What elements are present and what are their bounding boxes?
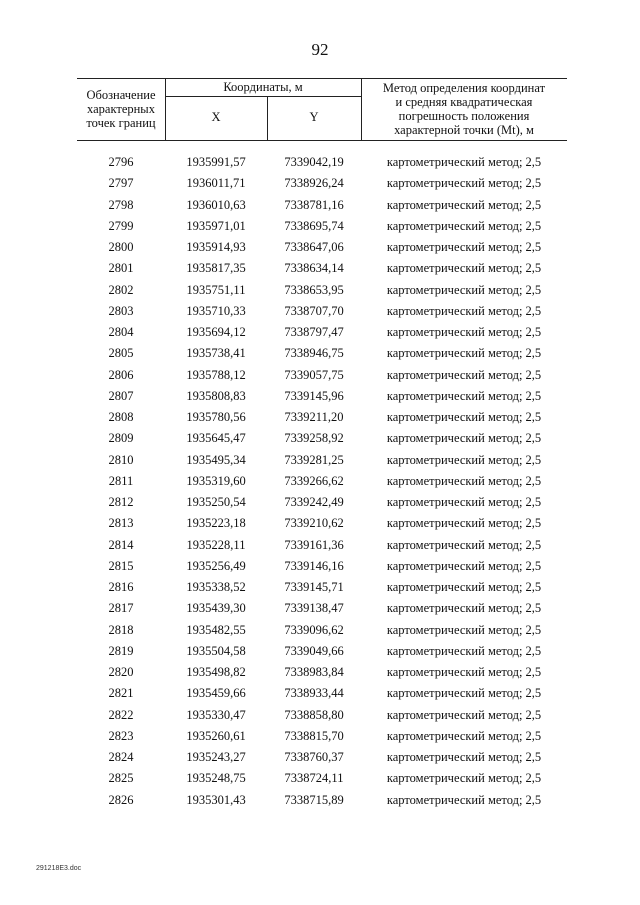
table-row bbox=[77, 450, 567, 471]
point-id: 2796 bbox=[108, 155, 134, 169]
table-row bbox=[77, 641, 567, 662]
method-cell: картометрический метод; 2,5 bbox=[386, 303, 542, 318]
point-id: 2813 bbox=[108, 516, 134, 531]
coord-x: 1935694,12 bbox=[186, 325, 246, 339]
point-id: 2797 bbox=[108, 176, 134, 191]
coord-x: 1935751,11 bbox=[186, 282, 246, 297]
point-id: 2820 bbox=[108, 665, 134, 679]
method-cell: картометрический метод; 2,5 bbox=[386, 218, 542, 233]
table-row bbox=[77, 322, 567, 343]
method-cell: картометрический метод; 2,5 bbox=[386, 197, 542, 212]
page-number: 92 bbox=[311, 40, 329, 59]
table-row bbox=[77, 577, 567, 598]
header-top-rule bbox=[77, 78, 567, 79]
coord-y: 7338946,75 bbox=[284, 346, 344, 361]
table-row bbox=[77, 195, 567, 216]
point-id: 2809 bbox=[108, 431, 134, 446]
coord-y: 7339042,19 bbox=[284, 155, 344, 169]
coord-x: 1935808,83 bbox=[186, 388, 246, 403]
table-body bbox=[77, 152, 567, 811]
table-row bbox=[77, 662, 567, 683]
coord-x: 1935439,30 bbox=[186, 601, 246, 616]
coord-y: 7339211,20 bbox=[284, 410, 344, 424]
point-id: 2821 bbox=[108, 686, 134, 701]
header-method-column bbox=[361, 81, 567, 137]
header-method-line: Метод определения координат bbox=[382, 81, 546, 95]
header-bottom-rule bbox=[77, 140, 567, 141]
table-row bbox=[77, 343, 567, 364]
coord-x: 1935223,18 bbox=[186, 516, 246, 531]
header-y: Y bbox=[309, 110, 319, 124]
table-row bbox=[77, 768, 567, 789]
table-row bbox=[77, 790, 567, 811]
method-cell: картометрический метод; 2,5 bbox=[386, 176, 542, 191]
point-id: 2798 bbox=[108, 197, 134, 212]
coord-y: 7338695,74 bbox=[284, 218, 344, 233]
coord-y: 7338781,16 bbox=[284, 197, 344, 212]
table-row bbox=[77, 747, 567, 768]
table-row bbox=[77, 258, 567, 279]
coord-x: 1935228,11 bbox=[186, 537, 246, 552]
method-cell: картометрический метод; 2,5 bbox=[386, 665, 542, 679]
point-id: 2799 bbox=[108, 218, 134, 233]
coord-y: 7338858,80 bbox=[284, 707, 344, 722]
point-id: 2819 bbox=[108, 643, 134, 658]
coord-y: 7339146,16 bbox=[284, 558, 344, 573]
coord-x: 1935817,35 bbox=[186, 261, 246, 276]
header-id-line: характерных bbox=[87, 102, 155, 116]
point-id: 2812 bbox=[108, 495, 134, 509]
coord-y: 7338634,14 bbox=[284, 261, 344, 276]
coord-x: 1935301,43 bbox=[186, 792, 246, 807]
coord-x: 1935645,47 bbox=[186, 431, 246, 446]
point-id: 2818 bbox=[108, 622, 134, 637]
coord-y: 7339049,66 bbox=[284, 643, 344, 658]
point-id: 2810 bbox=[108, 452, 134, 467]
coord-x: 1935498,82 bbox=[186, 665, 246, 679]
method-cell: картометрический метод; 2,5 bbox=[386, 431, 542, 446]
method-cell: картометрический метод; 2,5 bbox=[386, 580, 542, 594]
point-id: 2816 bbox=[108, 580, 134, 594]
header-method-line: характерной точки (Mt), м bbox=[394, 123, 534, 137]
method-cell: картометрический метод; 2,5 bbox=[386, 495, 542, 509]
point-id: 2805 bbox=[108, 346, 134, 361]
method-cell: картометрический метод; 2,5 bbox=[386, 240, 542, 254]
coord-x: 1935482,55 bbox=[186, 622, 246, 637]
header-method-line: погрешность положения bbox=[398, 109, 530, 123]
table-row bbox=[77, 556, 567, 577]
coord-y: 7339242,49 bbox=[284, 495, 344, 509]
method-cell: картометрический метод; 2,5 bbox=[386, 516, 542, 531]
method-cell: картометрический метод; 2,5 bbox=[386, 792, 542, 807]
coord-x: 1935914,93 bbox=[186, 240, 246, 254]
coord-x: 1935248,75 bbox=[186, 771, 246, 786]
coord-y: 7338797,47 bbox=[284, 325, 344, 339]
method-cell: картометрический метод; 2,5 bbox=[386, 558, 542, 573]
coord-x: 1935710,33 bbox=[186, 303, 246, 318]
header-coords-group: Координаты, м bbox=[223, 80, 303, 94]
point-id: 2803 bbox=[108, 303, 134, 318]
coord-x: 1935338,52 bbox=[186, 580, 246, 594]
point-id: 2815 bbox=[108, 558, 134, 573]
coord-x: 1935243,27 bbox=[186, 750, 246, 764]
table-row bbox=[77, 535, 567, 556]
header-id-column bbox=[77, 88, 165, 130]
coord-y: 7339161,36 bbox=[284, 537, 344, 552]
table-row bbox=[77, 726, 567, 747]
coord-y: 7338760,37 bbox=[284, 750, 344, 764]
point-id: 2806 bbox=[108, 367, 134, 382]
coord-x: 1935971,01 bbox=[186, 218, 246, 233]
coord-x: 1935459,66 bbox=[186, 686, 246, 701]
coord-y: 7338724,11 bbox=[284, 771, 344, 786]
table-row bbox=[77, 152, 567, 173]
coord-x: 1935256,49 bbox=[186, 558, 246, 573]
point-id: 2825 bbox=[108, 771, 134, 786]
coord-y: 7338707,70 bbox=[284, 303, 344, 318]
header-method-line: и средняя квадратическая bbox=[395, 95, 533, 109]
coord-y: 7338653,95 bbox=[284, 282, 344, 297]
point-id: 2804 bbox=[108, 325, 134, 339]
coord-y: 7339145,96 bbox=[284, 388, 344, 403]
coord-y: 7339096,62 bbox=[284, 622, 344, 637]
header-id-line: точек границ bbox=[86, 116, 156, 130]
coord-y: 7338647,06 bbox=[284, 240, 344, 254]
coord-x: 1935495,34 bbox=[186, 452, 246, 467]
coord-x: 1935319,60 bbox=[186, 473, 246, 488]
point-id: 2814 bbox=[108, 537, 134, 552]
point-id: 2808 bbox=[108, 410, 134, 424]
method-cell: картометрический метод; 2,5 bbox=[386, 707, 542, 722]
coord-y: 7339258,92 bbox=[284, 431, 344, 446]
point-id: 2817 bbox=[108, 601, 134, 616]
point-id: 2826 bbox=[108, 792, 134, 807]
method-cell: картометрический метод; 2,5 bbox=[386, 643, 542, 658]
coord-y: 7338715,89 bbox=[284, 792, 344, 807]
table-row bbox=[77, 598, 567, 619]
coord-x: 1935504,58 bbox=[186, 643, 246, 658]
point-id: 2824 bbox=[108, 750, 134, 764]
coord-y: 7338926,24 bbox=[284, 176, 344, 191]
point-id: 2801 bbox=[108, 261, 134, 276]
table-row bbox=[77, 301, 567, 322]
footer-filename: 291218E3.doc bbox=[36, 865, 82, 872]
table-row bbox=[77, 683, 567, 704]
point-id: 2800 bbox=[108, 240, 134, 254]
coord-x: 1936011,71 bbox=[186, 176, 246, 191]
table-row bbox=[77, 492, 567, 513]
table-header bbox=[77, 78, 567, 141]
point-id: 2823 bbox=[108, 728, 134, 743]
point-id: 2802 bbox=[108, 282, 134, 297]
method-cell: картометрический метод; 2,5 bbox=[386, 367, 542, 382]
coord-y: 7339281,25 bbox=[284, 452, 344, 467]
method-cell: картометрический метод; 2,5 bbox=[386, 601, 542, 616]
header-id-line: Обозначение bbox=[86, 88, 156, 102]
method-cell: картометрический метод; 2,5 bbox=[386, 282, 542, 297]
point-id: 2822 bbox=[108, 707, 134, 722]
table-row bbox=[77, 365, 567, 386]
table-row bbox=[77, 471, 567, 492]
table-row bbox=[77, 216, 567, 237]
table-row bbox=[77, 407, 567, 428]
table-row bbox=[77, 237, 567, 258]
coord-x: 1935330,47 bbox=[186, 707, 246, 722]
coord-x: 1935738,41 bbox=[186, 346, 246, 361]
coord-y: 7339057,75 bbox=[284, 367, 344, 382]
method-cell: картометрический метод; 2,5 bbox=[386, 622, 542, 637]
method-cell: картометрический метод; 2,5 bbox=[386, 686, 542, 701]
coord-x: 1935780,56 bbox=[186, 410, 246, 424]
method-cell: картометрический метод; 2,5 bbox=[386, 452, 542, 467]
coord-y: 7338933,44 bbox=[284, 686, 344, 701]
coord-x: 1935788,12 bbox=[186, 367, 246, 382]
method-cell: картометрический метод; 2,5 bbox=[386, 537, 542, 552]
point-id: 2811 bbox=[108, 473, 134, 488]
table-row bbox=[77, 620, 567, 641]
table-row bbox=[77, 428, 567, 449]
method-cell: картометрический метод; 2,5 bbox=[386, 325, 542, 339]
coord-y: 7339266,62 bbox=[284, 473, 344, 488]
table-row bbox=[77, 173, 567, 194]
table-row bbox=[77, 386, 567, 407]
method-cell: картометрический метод; 2,5 bbox=[386, 771, 542, 786]
coord-x: 1935260,61 bbox=[186, 728, 246, 743]
method-cell: картометрический метод; 2,5 bbox=[386, 261, 542, 276]
coord-x: 1936010,63 bbox=[186, 197, 246, 212]
method-cell: картометрический метод; 2,5 bbox=[386, 388, 542, 403]
method-cell: картометрический метод; 2,5 bbox=[386, 346, 542, 361]
method-cell: картометрический метод; 2,5 bbox=[386, 750, 542, 764]
header-x: X bbox=[211, 110, 221, 124]
coord-x: 1935991,57 bbox=[186, 155, 246, 169]
coord-y: 7338815,70 bbox=[284, 728, 344, 743]
method-cell: картометрический метод; 2,5 bbox=[386, 728, 542, 743]
coord-x: 1935250,54 bbox=[186, 495, 246, 509]
coord-y: 7339138,47 bbox=[284, 601, 344, 616]
point-id: 2807 bbox=[108, 388, 134, 403]
table-row bbox=[77, 705, 567, 726]
method-cell: картометрический метод; 2,5 bbox=[386, 410, 542, 424]
table-row bbox=[77, 280, 567, 301]
method-cell: картометрический метод; 2,5 bbox=[386, 473, 542, 488]
coord-y: 7339210,62 bbox=[284, 516, 344, 531]
coord-y: 7338983,84 bbox=[284, 665, 344, 679]
coord-y: 7339145,71 bbox=[284, 580, 344, 594]
method-cell: картометрический метод; 2,5 bbox=[386, 155, 542, 169]
coords-group-rule bbox=[165, 96, 361, 97]
table-row bbox=[77, 513, 567, 534]
